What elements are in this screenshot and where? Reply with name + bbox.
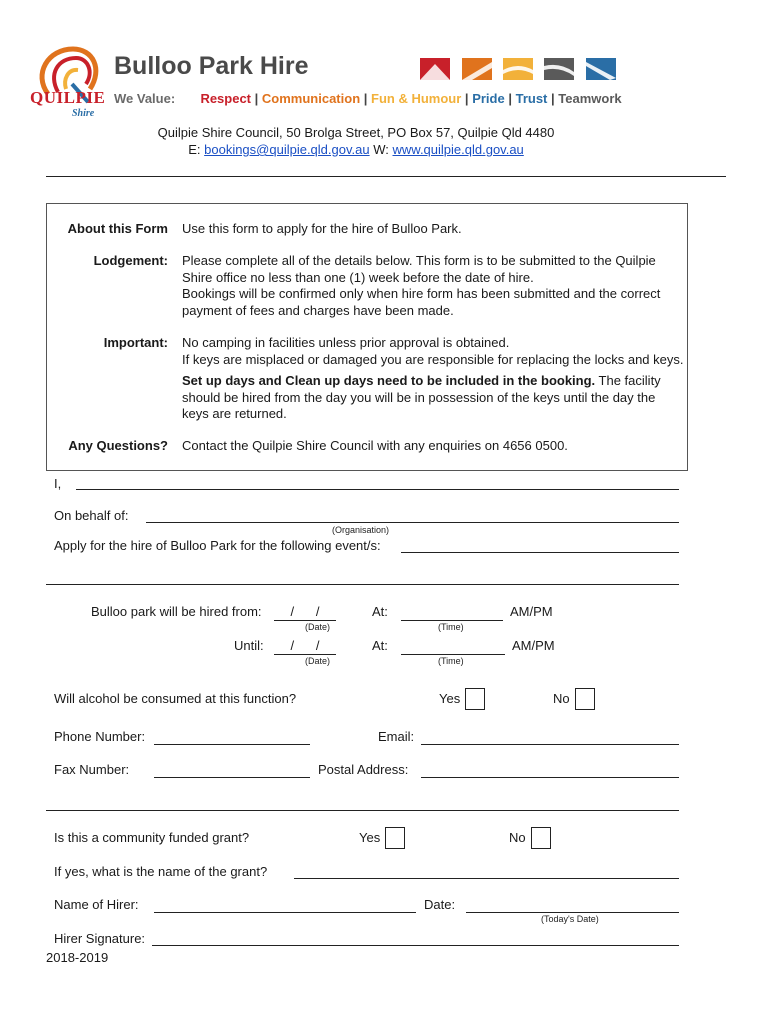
brand-tile-blue	[586, 58, 616, 80]
about-text: Use this form to apply for the hire of Bulloo Park.	[182, 221, 462, 236]
from-ampm: AM/PM	[510, 604, 553, 619]
lodgement-label: Lodgement:	[93, 253, 168, 268]
from-date-hint: (Date)	[305, 622, 331, 632]
until-date-input[interactable]	[274, 638, 336, 655]
alcohol-yes-label: Yes	[439, 691, 461, 706]
phone-input[interactable]	[154, 744, 310, 745]
date-input[interactable]	[466, 912, 679, 913]
name-input[interactable]	[76, 489, 679, 490]
signature-label: Hirer Signature:	[54, 931, 146, 946]
grant-no-checkbox[interactable]	[531, 827, 551, 849]
from-at-label: At:	[372, 604, 388, 619]
value-fun-humour: Fun & Humour	[371, 91, 462, 106]
about-label: About this Form	[67, 221, 168, 236]
email-input[interactable]	[421, 744, 679, 745]
values-label: We Value:	[114, 91, 176, 106]
fax-input[interactable]	[154, 777, 310, 778]
section-divider	[46, 810, 679, 811]
council-address: Quilpie Shire Council, 50 Brolga Street, PO Box 57, Quilpie Qld 4480	[157, 125, 555, 140]
questions-text: Contact the Quilpie Shire Council with any enquiries on 4656 0500.	[182, 438, 568, 453]
until-time-hint: (Time)	[438, 656, 464, 666]
logo-subtext: Shire	[72, 108, 95, 119]
date-slashes: / /	[290, 638, 320, 653]
value-trust: Trust	[515, 91, 548, 106]
form-year: 2018-2019	[46, 950, 109, 965]
value-separator: |	[551, 91, 555, 106]
from-date-input[interactable]	[274, 604, 336, 621]
value-separator: |	[363, 91, 368, 106]
lodgement-line: Bookings will be confirmed only when hire form has been submitted and the correct	[182, 286, 661, 301]
important-label: Important:	[103, 335, 168, 350]
lodgement-line: Please complete all of the details below. This form is to be submitted to the Quilpie	[182, 253, 656, 268]
value-separator: |	[464, 91, 469, 106]
brand-tile-orange	[462, 58, 492, 80]
setup-line: should be hired from the day you will be in possession of the keys until the day the	[182, 389, 656, 405]
grant-no-label: No	[509, 830, 526, 845]
setup-note	[182, 373, 692, 390]
organisation-hint: (Organisation)	[332, 525, 390, 535]
brand-tiles	[420, 58, 616, 80]
date-slashes: / /	[290, 604, 320, 619]
quilpie-logo	[28, 44, 106, 128]
behalf-label: On behalf of:	[54, 508, 129, 523]
section-divider	[46, 584, 679, 585]
page-title: Bulloo Park Hire	[114, 52, 309, 80]
from-time-input[interactable]	[401, 620, 503, 621]
phone-label: Phone Number:	[54, 729, 146, 744]
web-link[interactable]: www.quilpie.qld.gov.au	[392, 142, 524, 157]
organisation-input[interactable]	[146, 522, 679, 523]
value-communication: Communication	[261, 91, 361, 106]
alcohol-yes-checkbox[interactable]	[465, 688, 485, 710]
apply-label: Apply for the hire of Bulloo Park for the following event/s:	[54, 538, 381, 553]
value-pride: Pride	[472, 91, 505, 106]
postal-label: Postal Address:	[318, 762, 409, 777]
grant-name-input[interactable]	[294, 878, 679, 879]
grant-label: Is this a community funded grant?	[54, 830, 250, 845]
brand-tile-grey	[544, 58, 574, 80]
value-separator: |	[508, 91, 512, 106]
contact-line	[0, 142, 712, 157]
email-link[interactable]: bookings@quilpie.qld.gov.au	[204, 142, 370, 157]
until-at-label: At:	[372, 638, 388, 653]
event-input[interactable]	[401, 552, 679, 553]
grant-yes-checkbox[interactable]	[385, 827, 405, 849]
important-text	[182, 335, 692, 423]
date-label: Date:	[424, 897, 456, 912]
value-respect: Respect	[200, 91, 252, 106]
from-time-hint: (Time)	[438, 622, 464, 632]
brand-tile-yellow	[503, 58, 533, 80]
postal-input[interactable]	[421, 777, 679, 778]
hirer-name-label: Name of Hirer:	[54, 897, 139, 912]
until-ampm: AM/PM	[512, 638, 555, 653]
fax-label: Fax Number:	[54, 762, 130, 777]
important-line: If keys are misplaced or damaged you are responsible for replacing the locks and keys.	[182, 351, 684, 367]
until-date-hint: (Date)	[305, 656, 331, 666]
until-time-input[interactable]	[401, 654, 505, 655]
hirer-name-input[interactable]	[154, 912, 416, 913]
value-teamwork: Teamwork	[558, 91, 622, 106]
signature-input[interactable]	[152, 945, 679, 946]
brand-tile-red	[420, 58, 450, 80]
value-separator: |	[254, 91, 259, 106]
email-prefix: E:	[188, 142, 201, 157]
alcohol-no-checkbox[interactable]	[575, 688, 595, 710]
setup-bold: Set up days and Clean up days need to be included in the booking.	[182, 373, 596, 388]
alcohol-no-label: No	[553, 691, 570, 706]
lodgement-text	[182, 253, 692, 319]
email-label: Email:	[378, 729, 415, 744]
lodgement-line: Shire office no less than one (1) week before the date of hire.	[182, 269, 534, 285]
logo-text: QUILPIE	[30, 88, 106, 107]
web-prefix: W:	[373, 142, 389, 157]
header-divider	[46, 176, 726, 177]
hired-from-label: Bulloo park will be hired from:	[91, 604, 262, 619]
questions-label: Any Questions?	[68, 438, 168, 453]
grant-name-label: If yes, what is the name of the grant?	[54, 864, 268, 879]
setup-rest: The facility	[595, 373, 661, 388]
grant-yes-label: Yes	[359, 830, 381, 845]
alcohol-label: Will alcohol be consumed at this function?	[54, 691, 297, 706]
until-label: Until:	[234, 638, 264, 653]
important-line: No camping in facilities unless prior approval is obtained.	[182, 335, 510, 350]
i-label: I,	[54, 476, 62, 491]
todays-date-hint: (Today's Date)	[541, 914, 599, 924]
lodgement-line: payment of fees and charges have been made.	[182, 302, 454, 318]
values-row	[114, 91, 622, 106]
setup-line: keys are returned.	[182, 406, 287, 421]
